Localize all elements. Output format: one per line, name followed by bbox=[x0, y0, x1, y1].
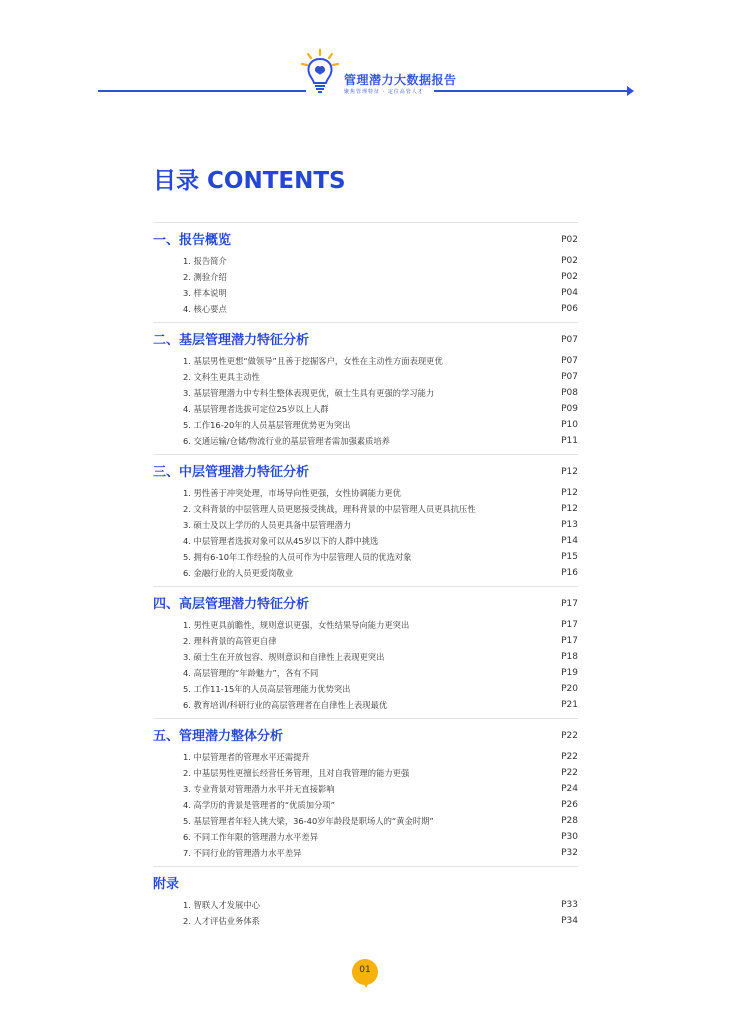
toc-item-label: 7. 不同行业的管理潜力水平差异 bbox=[183, 848, 302, 858]
toc-item[interactable] bbox=[153, 813, 578, 829]
toc-section bbox=[153, 222, 578, 322]
toc-section bbox=[153, 586, 578, 718]
toc-item-label: 2. 中基层男性更擅长经营任务管理，且对自我管理的能力更强 bbox=[183, 768, 410, 778]
toc-item-label: 3. 基层管理潜力中专科生整体表现更优，硕士生具有更强的学习能力 bbox=[183, 388, 435, 398]
toc-item-page-number: P07 bbox=[561, 356, 578, 366]
toc-item-page-number: P26 bbox=[561, 800, 578, 810]
toc-item[interactable] bbox=[153, 565, 578, 581]
toc-item[interactable] bbox=[153, 369, 578, 385]
toc-item[interactable] bbox=[153, 353, 578, 369]
toc-section-heading[interactable] bbox=[153, 719, 578, 749]
toc-item[interactable] bbox=[153, 845, 578, 861]
toc-item-page-number: P10 bbox=[561, 420, 578, 430]
toc-item-list bbox=[153, 253, 578, 322]
toc-item-label: 5. 工作11-15年的人员高层管理能力优势突出 bbox=[183, 684, 351, 694]
toc-item-page-number: P19 bbox=[561, 668, 578, 678]
toc-item-label: 2. 理科背景的高管更自律 bbox=[183, 636, 277, 646]
toc-item-list bbox=[153, 749, 578, 866]
toc-section bbox=[153, 454, 578, 586]
page-badge-pointer bbox=[362, 980, 370, 988]
toc-item-list bbox=[153, 897, 578, 934]
toc-item-label: 2. 人才评估业务体系 bbox=[183, 916, 260, 926]
section-page-number: P07 bbox=[561, 335, 578, 345]
toc-item[interactable] bbox=[153, 633, 578, 649]
toc-item-label: 2. 测验介绍 bbox=[183, 272, 227, 282]
section-title: 三、中层管理潜力特征分析 bbox=[153, 464, 310, 480]
header-rule-right bbox=[434, 90, 630, 92]
toc-item-label: 5. 工作16-20年的人员基层管理优势更为突出 bbox=[183, 420, 351, 430]
toc-item-label: 1. 基层男性更想“做领导”且善于挖掘客户，女性在主动性方面表现更优 bbox=[183, 356, 443, 366]
toc-item-page-number: P22 bbox=[561, 752, 578, 762]
toc-item[interactable] bbox=[153, 781, 578, 797]
toc-item-page-number: P12 bbox=[561, 488, 578, 498]
toc-item-label: 4. 中层管理者选拔对象可以从45岁以下的人群中挑选 bbox=[183, 536, 379, 546]
toc-item-label: 6. 交通运输/仓储/物流行业的基层管理者需加强素质培养 bbox=[183, 436, 390, 446]
report-subtitle: 聚焦管理特征 · 定位高管人才 bbox=[344, 89, 424, 95]
toc-item-label: 5. 基层管理者年轻人挑大梁，36-40岁年龄段是职场人的“黄金时期” bbox=[183, 816, 434, 826]
toc-item[interactable] bbox=[153, 285, 578, 301]
toc-item[interactable] bbox=[153, 797, 578, 813]
toc-item-label: 4. 核心要点 bbox=[183, 304, 227, 314]
toc-item-page-number: P18 bbox=[561, 652, 578, 662]
toc-item-label: 2. 文科背景的中层管理人员更愿接受挑战，理科背景的中层管理人员更具抗压性 bbox=[183, 504, 476, 514]
lightbulb-brain-icon bbox=[300, 48, 340, 96]
toc-item[interactable] bbox=[153, 665, 578, 681]
toc-item-page-number: P02 bbox=[561, 256, 578, 266]
toc-item-page-number: P13 bbox=[561, 520, 578, 530]
toc-item-page-number: P21 bbox=[561, 700, 578, 710]
toc-section-heading[interactable] bbox=[153, 223, 578, 253]
toc-item[interactable] bbox=[153, 269, 578, 285]
section-title: 四、高层管理潜力特征分析 bbox=[153, 596, 310, 612]
toc-item-list bbox=[153, 353, 578, 454]
toc-item-label: 3. 专业背景对管理潜力水平并无直接影响 bbox=[183, 784, 335, 794]
toc-item-label: 4. 基层管理者选拔可定位25岁以上人群 bbox=[183, 404, 329, 414]
toc-item[interactable] bbox=[153, 897, 578, 913]
toc-item-page-number: P07 bbox=[561, 372, 578, 382]
toc-item-label: 1. 男性更具前瞻性，规则意识更强，女性结果导向能力更突出 bbox=[183, 620, 410, 630]
toc-item[interactable] bbox=[153, 649, 578, 665]
section-title: 附录 bbox=[153, 876, 180, 892]
toc-item-page-number: P17 bbox=[561, 620, 578, 630]
section-title: 一、报告概览 bbox=[153, 232, 232, 248]
toc-item-page-number: P08 bbox=[561, 388, 578, 398]
toc-item-list bbox=[153, 617, 578, 718]
toc-item-label: 1. 男性善于冲突处理，市场导向性更强，女性协调能力更优 bbox=[183, 488, 401, 498]
toc-item-page-number: P02 bbox=[561, 272, 578, 282]
toc-item-list bbox=[153, 485, 578, 586]
header-arrow-icon bbox=[627, 86, 634, 96]
toc-item-page-number: P11 bbox=[561, 436, 578, 446]
toc-item-label: 6. 金融行业的人员更爱岗敬业 bbox=[183, 568, 294, 578]
header-rule-left bbox=[98, 90, 306, 92]
toc-item-page-number: P16 bbox=[561, 568, 578, 578]
toc-item-page-number: P09 bbox=[561, 404, 578, 414]
toc-item-label: 5. 拥有6-10年工作经验的人员可作为中层管理人员的优选对象 bbox=[183, 552, 412, 562]
toc-item-page-number: P34 bbox=[561, 916, 578, 926]
toc-item-page-number: P22 bbox=[561, 768, 578, 778]
toc-item-label: 1. 中层管理者的管理水平还需提升 bbox=[183, 752, 310, 762]
toc-item-label: 3. 硕士及以上学历的人员更具备中层管理潜力 bbox=[183, 520, 352, 530]
toc-section-heading[interactable] bbox=[153, 455, 578, 485]
toc-item-page-number: P30 bbox=[561, 832, 578, 842]
toc-item-label: 1. 智联人才发展中心 bbox=[183, 900, 260, 910]
section-page-number: P02 bbox=[561, 235, 578, 245]
toc-item[interactable] bbox=[153, 417, 578, 433]
section-title: 五、管理潜力整体分析 bbox=[153, 728, 284, 744]
toc-item-label: 4. 高学历的背景是管理者的“优质加分项” bbox=[183, 800, 335, 810]
toc-section-heading[interactable] bbox=[153, 867, 578, 897]
toc-item-page-number: P15 bbox=[561, 552, 578, 562]
toc-section bbox=[153, 322, 578, 454]
toc-section-heading[interactable] bbox=[153, 587, 578, 617]
toc-item[interactable] bbox=[153, 253, 578, 269]
page-title: 目录 CONTENTS bbox=[153, 168, 346, 194]
toc-item-page-number: P28 bbox=[561, 816, 578, 826]
toc-item[interactable] bbox=[153, 549, 578, 565]
toc-item-page-number: P20 bbox=[561, 684, 578, 694]
toc-item-label: 6. 教育培训/科研行业的高层管理者在自律性上表现最优 bbox=[183, 700, 388, 710]
toc-section bbox=[153, 866, 578, 934]
toc-item-page-number: P33 bbox=[561, 900, 578, 910]
table-of-contents bbox=[153, 222, 578, 934]
toc-item[interactable] bbox=[153, 301, 578, 317]
section-page-number: P12 bbox=[561, 467, 578, 477]
toc-item-label: 2. 文科生更具主动性 bbox=[183, 372, 260, 382]
toc-item[interactable] bbox=[153, 401, 578, 417]
toc-item-page-number: P06 bbox=[561, 304, 578, 314]
toc-item[interactable] bbox=[153, 533, 578, 549]
toc-item[interactable] bbox=[153, 913, 578, 929]
toc-item-label: 3. 样本说明 bbox=[183, 288, 227, 298]
page-number: 01 bbox=[359, 965, 371, 975]
toc-item[interactable] bbox=[153, 501, 578, 517]
toc-item[interactable] bbox=[153, 617, 578, 633]
toc-section bbox=[153, 718, 578, 866]
section-page-number: P17 bbox=[561, 599, 578, 609]
toc-item[interactable] bbox=[153, 385, 578, 401]
toc-section-heading[interactable] bbox=[153, 323, 578, 353]
toc-item-label: 1. 报告简介 bbox=[183, 256, 227, 266]
section-title: 二、基层管理潜力特征分析 bbox=[153, 332, 310, 348]
toc-item-page-number: P04 bbox=[561, 288, 578, 298]
toc-item[interactable] bbox=[153, 765, 578, 781]
toc-item[interactable] bbox=[153, 749, 578, 765]
toc-item[interactable] bbox=[153, 517, 578, 533]
toc-item[interactable] bbox=[153, 829, 578, 845]
toc-item[interactable] bbox=[153, 485, 578, 501]
toc-item-page-number: P17 bbox=[561, 636, 578, 646]
toc-item-label: 3. 硕士生在开放包容、规则意识和自律性上表现更突出 bbox=[183, 652, 385, 662]
toc-item-page-number: P32 bbox=[561, 848, 578, 858]
toc-item-page-number: P12 bbox=[561, 504, 578, 514]
toc-item-label: 6. 不同工作年限的管理潜力水平差异 bbox=[183, 832, 319, 842]
toc-item[interactable] bbox=[153, 697, 578, 713]
toc-item[interactable] bbox=[153, 433, 578, 449]
toc-item-page-number: P24 bbox=[561, 784, 578, 794]
toc-item-label: 4. 高层管理的“年龄魅力”，各有不同 bbox=[183, 668, 319, 678]
toc-item-page-number: P14 bbox=[561, 536, 578, 546]
section-page-number: P22 bbox=[561, 731, 578, 741]
report-title: 管理潜力大数据报告 bbox=[344, 73, 457, 87]
toc-item[interactable] bbox=[153, 681, 578, 697]
